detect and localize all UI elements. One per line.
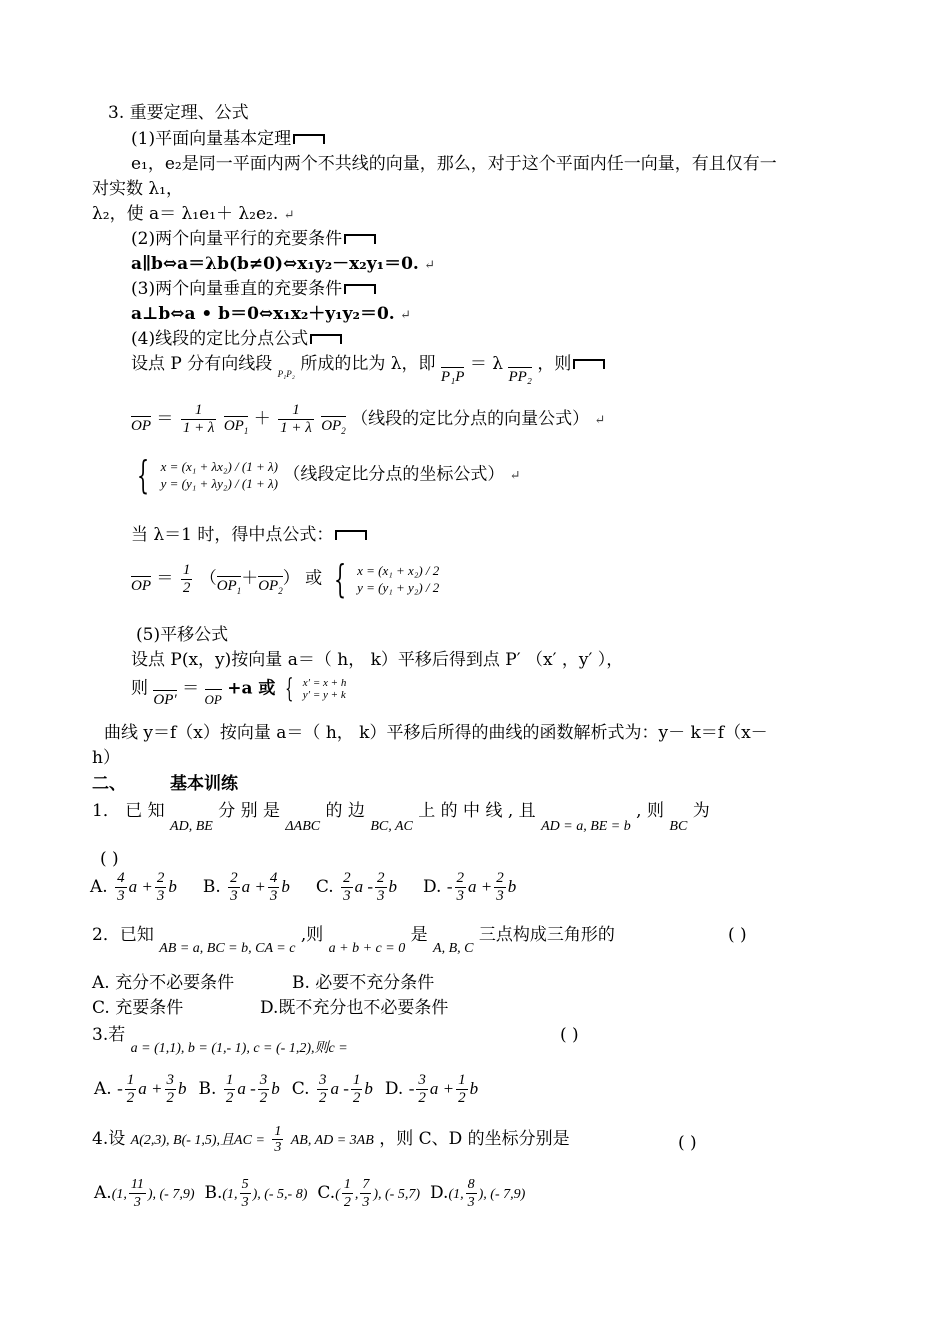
q2-answer-paren: ( ) [728, 925, 747, 945]
theorem4-title: (4)线段的定比分点公式 [131, 328, 342, 350]
fraction: $\frac{5}{3}$ [241, 1177, 249, 1210]
q4-choice-b: B.(1, $\frac{5}{3}$ ), (- 5,- 8) [204, 1177, 308, 1210]
fraction: $\frac{11}{3}$ [130, 1177, 144, 1210]
q1-choice-a: A. $\frac{4}{3}$ a + $\frac{2}{3}$ b [90, 870, 177, 904]
theorem3-formula: a⊥b⇔a • b＝0⇔x₁x₂＋y₁y₂＝0. ↵ [131, 304, 412, 324]
q4-choice-c: C.( $\frac{1}{2}$ , $\frac{7}{3}$ ), (- 5,7) [317, 1177, 421, 1210]
q3-stem: 3.若 $_{a = (1,1), b = (1,- 1), c = (- 1,2),则c =}$ [92, 1025, 348, 1056]
fraction: $\frac{4}{3}$ [269, 870, 278, 904]
fraction: $\frac{4}{3}$ [117, 870, 125, 904]
q3-choice-b: B. $\frac{1}{2}$ a - $\frac{3}{2}$ b [198, 1072, 280, 1106]
fraction: $\frac{2}{3}$ [343, 870, 351, 904]
fraction: $\frac{1}{2}$ [343, 1177, 351, 1210]
q4-choices [94, 1176, 535, 1222]
midpoint-intro: 当 λ＝1 时，得中点公式： [131, 524, 367, 546]
q2-choice-b: B. 必要不充分条件 [292, 973, 435, 993]
paragraph-mark [293, 134, 325, 144]
q4-answer-paren: ( ) [678, 1133, 697, 1153]
fraction: $\frac{2}{3}$ [456, 870, 465, 904]
fraction: $\frac{3}{2}$ [259, 1072, 268, 1106]
q3-answer-paren: ( ) [560, 1025, 579, 1045]
section3-heading: 3. 重要定理、公式 [108, 103, 249, 123]
segment-label: P₁P₂ [277, 369, 295, 379]
translation-line2: 则 OP′ ＝ OP +a 或 { x′ = x + h y′ = y + k [131, 674, 347, 708]
q1-choice-c: C. $\frac{2}{3}$ a - $\frac{2}{3}$ b [315, 870, 398, 904]
theorem1-line3: λ₂，使 a＝ λ₁e₁＋ λ₂e₂. ↵ [92, 204, 295, 224]
fraction: $\frac{7}{3}$ [362, 1177, 370, 1210]
fraction: $\frac{1}{2}$ [126, 1072, 135, 1106]
q2-choice-c: C. 充要条件 [92, 998, 184, 1018]
q1-choices [90, 870, 542, 920]
q2-stem: 2．已知 $_{AB = a, BC = b, CA = c}$ ,则 $_{a + b + c = 0}$ 是 $_{A, B, C}$ 三点构成三角形的 [92, 925, 615, 956]
translation-line1: 设点 P(x，y)按向量 a＝（ h， k）平移后得到点 P′ （x′ ，y′ ）， [131, 650, 624, 670]
theorem5-title: (5)平移公式 [136, 625, 229, 645]
q1-answer-paren: ( ) [100, 849, 119, 869]
q2-choice-a: A. 充分不必要条件 [92, 973, 235, 993]
vector-op: OP [131, 418, 151, 434]
section2-heading: 二、 基本训练 [92, 774, 238, 794]
q1-choice-b: B. $\frac{2}{3}$ a + $\frac{4}{3}$ b [202, 870, 290, 904]
theorem4-setup: 设点 P 分有向线段 $_{P_1P_2}$ 所成的比为 λ，即 P₁P ＝ λ PP₂ ，则 [131, 353, 605, 387]
fraction: $\frac{2}{3}$ [377, 870, 385, 904]
theorem3-title: (3)两个向量垂直的充要条件 [131, 278, 376, 300]
theorem2-title: (2)两个向量平行的充要条件 [131, 228, 376, 250]
fraction: $\frac{2}{3}$ [156, 870, 165, 904]
q4-stem: 4.设 A(2,3), B(- 1,5),且AC = $\frac{1}{3}$ AB, AD = 3AB ，则 C、D 的坐标分别是 [92, 1124, 570, 1155]
division-vector-formula: OP ＝ $\frac{1}{1 + \lambda}$ $OP_1$ ＋ $\frac{1}{1 + \lambda}$ $OP_2$ （线段的定比分点的向量公式） ↵ [131, 402, 605, 446]
curve-translation-line2: h） [92, 748, 120, 768]
q3-choice-d: D. - $\frac{3}{2}$ a + $\frac{1}{2}$ b [384, 1072, 479, 1106]
q3-choices [94, 1072, 490, 1122]
q1-choice-d: D. - $\frac{2}{3}$ a + $\frac{2}{3}$ b [423, 870, 517, 904]
division-coord-formula: { x = (x₁ + λx₂) / (1 + λ) y = (y₁ + λy₂) / (1 + λ) （线段定比分点的坐标公式） ↵ [137, 453, 521, 497]
q3-choice-c: C. $\frac{3}{2}$ a - $\frac{1}{2}$ b [291, 1072, 373, 1106]
fraction: $\frac{2}{3}$ [496, 870, 504, 904]
theorem1-line1: e₁，e₂是同一平面内两个不共线的向量，那么，对于这个平面内任一向量，有且仅有一 [131, 154, 777, 174]
fraction: $\frac{3}{2}$ [318, 1072, 327, 1106]
theorem2-formula: a∥b⇔a＝λb(b≠0)⇔x₁y₂－x₂y₁＝0. ↵ [131, 254, 436, 274]
fraction: $\frac{1}{2}$ [225, 1072, 234, 1106]
curve-translation-line1: 曲线 y＝f（x）按向量 a＝（ h， k）平移后所得的曲线的函数解析式为：y－ k＝f（x－ [104, 723, 768, 743]
fraction: $\frac{8}{3}$ [467, 1177, 475, 1210]
vector-p1p: P₁P [440, 369, 465, 385]
fraction: $\frac{1}{2}$ [352, 1072, 361, 1106]
fraction: $\frac{2}{3}$ [230, 870, 238, 904]
q4-choice-a: A.(1, $\frac{11}{3}$ ), (- 7,9) [94, 1177, 195, 1210]
q4-choice-d: D.(1, $\frac{8}{3}$ ), (- 7,9) [430, 1177, 526, 1210]
q2-choice-d: D.既不充分也不必要条件 [260, 998, 449, 1018]
fraction: $\frac{3}{2}$ [166, 1072, 174, 1106]
q1-stem: 1． 已 知 $_{AD, BE}$ 分 别 是 $_{\Delta ABC}$ 的 边 $_{BC, AC}$ 上 的 中 线 , 且 $_{AD = a, BE = b}$ , 则 $_{BC}$ 为 [92, 801, 710, 834]
vector-pp2: PP₂ [508, 369, 533, 385]
theorem1-line2: 对实数 λ₁， [92, 179, 183, 199]
fraction: $\frac{3}{2}$ [418, 1072, 426, 1106]
fraction: $\frac{1}{2}$ [458, 1072, 466, 1106]
q3-choice-a: A. - $\frac{1}{2}$ a + $\frac{3}{2}$ b [94, 1072, 187, 1106]
midpoint-formula: OP ＝ $\frac{1}{2}$ $(OP_1+OP_2)$ 或 { x = (x₁ + x₂) / 2 y = (y₁ + y₂) / 2 [131, 557, 440, 601]
theorem1-title: (1)平面向量基本定理 [131, 128, 325, 150]
